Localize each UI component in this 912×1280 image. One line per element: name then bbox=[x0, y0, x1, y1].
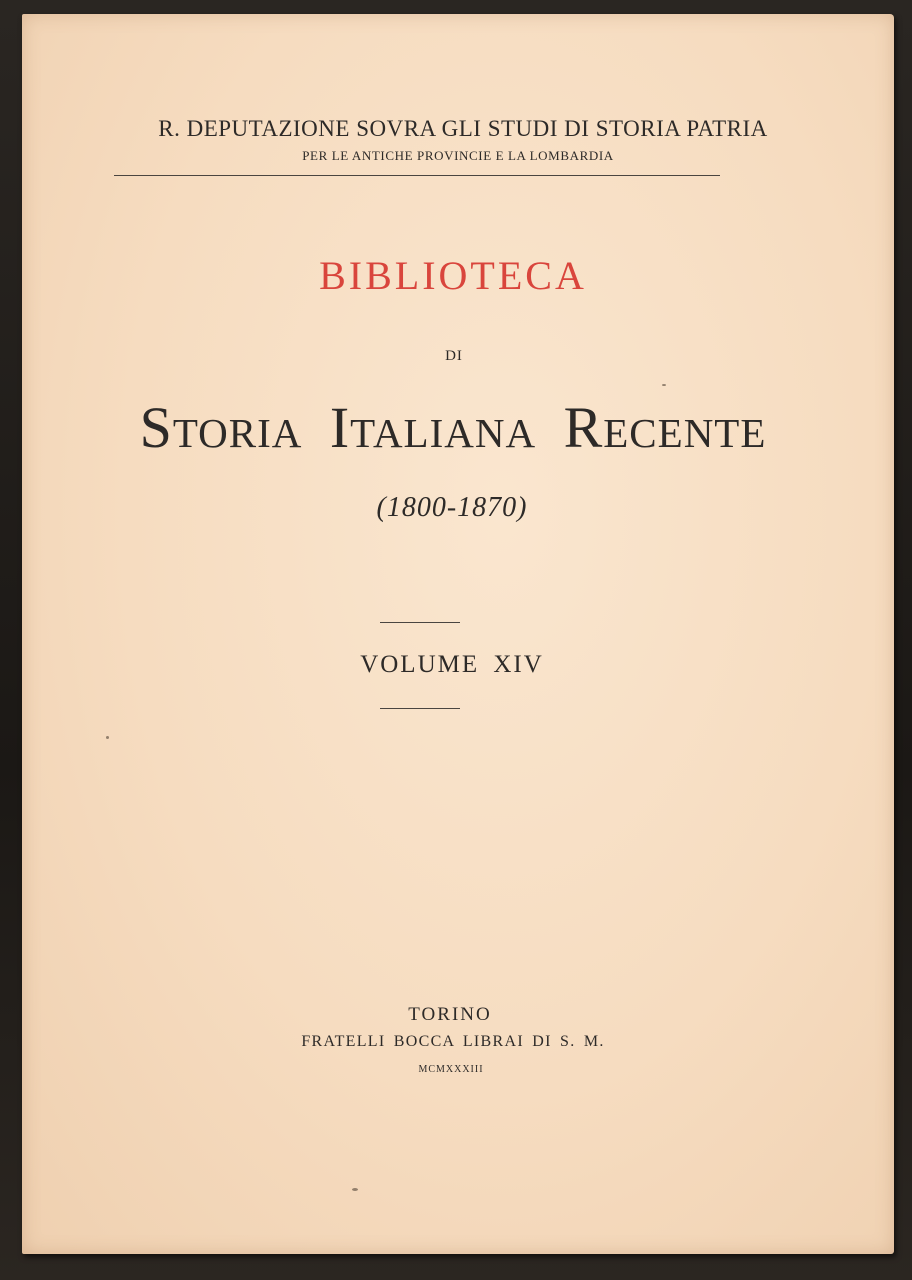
book-title: Storia Italiana Recente bbox=[139, 395, 767, 460]
publication-year: MCMXXXIII bbox=[418, 1064, 484, 1075]
header-divider bbox=[114, 175, 720, 176]
volume-number: VOLUME XIV bbox=[360, 651, 544, 678]
society-subtitle: PER LE ANTICHE PROVINCIE E LA LOMBARDIA bbox=[302, 148, 614, 163]
paper-speck bbox=[106, 736, 109, 739]
date-range: (1800-1870) bbox=[376, 492, 528, 523]
paper-speck bbox=[662, 384, 666, 386]
volume-divider-top bbox=[380, 622, 460, 623]
paper-speck bbox=[352, 1188, 358, 1191]
series-connector: DI bbox=[445, 348, 463, 364]
book-cover bbox=[22, 14, 894, 1254]
society-name: R. DEPUTAZIONE SOVRA GLI STUDI DI STORIA PATRIA bbox=[158, 116, 768, 141]
publication-city: TORINO bbox=[408, 1004, 492, 1025]
publisher-name: FRATELLI BOCCA LIBRAI DI S. M. bbox=[301, 1033, 605, 1050]
series-name: BIBLIOTECA bbox=[319, 253, 587, 298]
volume-divider-bottom bbox=[380, 708, 460, 709]
